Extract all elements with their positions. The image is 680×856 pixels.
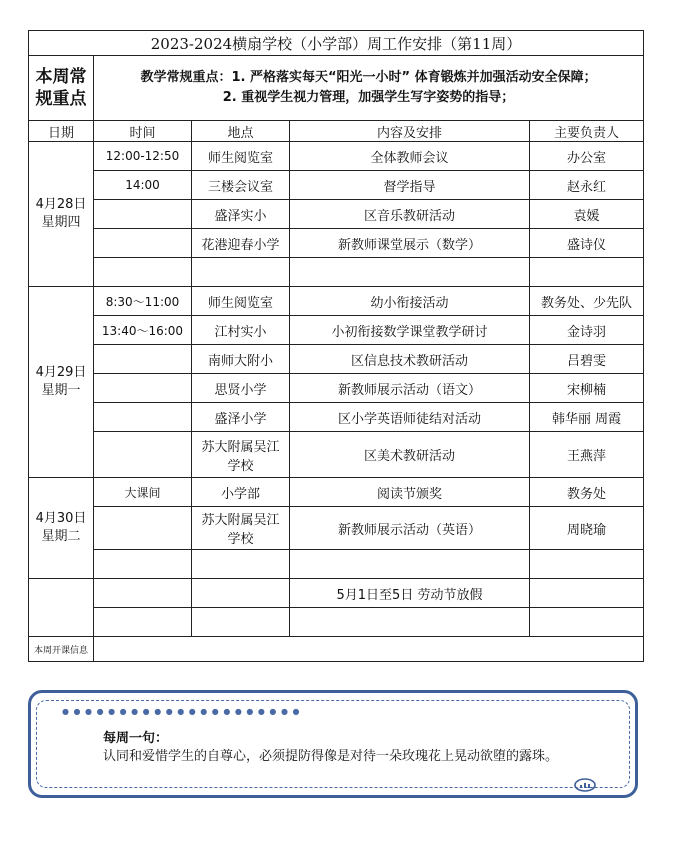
header-place: 地点 [192,121,290,142]
header-time: 时间 [94,121,192,142]
content-cell: 新教师课堂展示（数学） [290,229,530,258]
content-cell: 全体教师会议 [290,142,530,171]
content-cell: 小初衔接数学课堂教学研讨 [290,316,530,345]
focus-line-1: 教学常规重点：1. 严格落实每天“阳光一小时” 体育锻炼并加强活动安全保障； [140,70,597,85]
person-cell: 王燕萍 [530,432,644,478]
person-cell: 袁媛 [530,200,644,229]
day-weekday: 星期一 [41,383,81,398]
content-cell: 新教师展示活动（语文） [290,374,530,403]
place-cell: 盛泽小学 [192,403,290,432]
place-cell [192,507,290,550]
speech-bubble-icon [574,778,596,792]
time-cell [94,403,192,432]
table-row [29,345,644,374]
table-row [29,171,644,200]
focus-text [94,56,644,121]
table-row [29,507,644,550]
person-cell: 韩华丽 周霞 [530,403,644,432]
table-header [29,121,644,142]
time-cell [94,579,192,608]
content-cell [290,608,530,637]
person-cell [530,608,644,637]
place-cell [192,258,290,287]
content-cell: 区信息技术教研活动 [290,345,530,374]
person-cell [530,550,644,579]
place-cell: 思贤小学 [192,374,290,403]
day-weekday: 星期四 [41,215,81,230]
time-cell [94,345,192,374]
content-cell [290,550,530,579]
day-date-cell [29,142,94,287]
place-cell [192,550,290,579]
content-cell: 区音乐教研活动 [290,200,530,229]
person-cell: 周晓瑜 [530,507,644,550]
place-cell: 花港迎春小学 [192,229,290,258]
content-cell: 新教师展示活动（英语） [290,507,530,550]
decorative-dots: ● ● ● ● ● ● ● ● ● ● ● ● ● ● ● ● ● ● ● ● ● [62,707,301,716]
header-person: 主要负责人 [530,121,644,142]
empty-date-cell [29,579,94,637]
time-cell [94,258,192,287]
time-cell [94,374,192,403]
table-row [29,200,644,229]
time-cell [94,507,192,550]
place-cell: 小学部 [192,478,290,507]
place-cell: 江村实小 [192,316,290,345]
person-cell: 吕碧雯 [530,345,644,374]
place-cell: 盛泽实小 [192,200,290,229]
table-row [29,403,644,432]
place-cell: 三楼会议室 [192,171,290,200]
weekly-quote-title: 每周一句： [103,731,169,746]
person-cell: 金诗羽 [530,316,644,345]
person-cell [530,579,644,608]
place-cell: 南师大附小 [192,345,290,374]
day-date-cell [29,478,94,579]
content-cell: 区美术教研活动 [290,432,530,478]
time-cell: 大课间 [94,478,192,507]
table-row [29,258,644,287]
time-cell [94,608,192,637]
person-cell: 教务处、少先队 [530,287,644,316]
table-row [29,316,644,345]
footer-content [94,637,644,662]
header-date: 日期 [29,121,94,142]
place-line-1: 苏大附属吴江 [201,439,280,455]
focus-line-2: 2. 重视学生视力管理，加强学生写字姿势的指导； [222,90,515,105]
person-cell: 宋柳楠 [530,374,644,403]
time-cell: 13:40～16:00 [94,316,192,345]
table-row [29,229,644,258]
day-date: 4月30日 [35,511,87,526]
time-cell: 14:00 [94,171,192,200]
place-cell: 师生阅览室 [192,142,290,171]
time-cell: 8:30～11:00 [94,287,192,316]
content-cell: 区小学英语师徒结对活动 [290,403,530,432]
table-row [29,550,644,579]
table-row [29,579,644,608]
table-row [29,608,644,637]
place-cell [192,608,290,637]
time-cell [94,550,192,579]
content-cell: 阅读节颁奖 [290,478,530,507]
focus-label-line2: 规重点 [35,89,87,109]
page-title: 2023-2024横扇学校（小学部）周工作安排（第11周） [29,31,644,56]
focus-label-line1: 本周常 [35,67,87,87]
table-row [29,374,644,403]
person-cell: 盛诗仪 [530,229,644,258]
day-date-cell [29,287,94,478]
place-line-1: 苏大附属吴江 [201,513,280,528]
place-line-2: 学校 [227,532,254,547]
content-cell: 幼小衔接活动 [290,287,530,316]
content-cell: 督学指导 [290,171,530,200]
header-content: 内容及安排 [290,121,530,142]
place-cell [192,432,290,478]
time-cell [94,200,192,229]
table-row [29,142,644,171]
place-cell: 师生阅览室 [192,287,290,316]
time-cell [94,229,192,258]
schedule-table [28,30,644,662]
person-cell: 教务处 [530,478,644,507]
table-row [29,432,644,478]
time-cell [94,432,192,478]
content-cell [290,258,530,287]
table-row [29,287,644,316]
focus-label [29,56,94,121]
weekly-quote-text: 认同和爱惜学生的自尊心，必须提防得像是对待一朵玫瑰花上晃动欲堕的露珠。 [103,749,559,764]
day-date: 4月28日 [35,197,87,212]
day-date: 4月29日 [35,365,87,380]
table-row [29,478,644,507]
place-cell [192,579,290,608]
footer-label: 本周开课信息 [29,637,94,662]
day-weekday: 星期二 [41,529,81,544]
time-cell: 12:00-12:50 [94,142,192,171]
person-cell: 办公室 [530,142,644,171]
place-line-2: 学校 [227,458,254,474]
holiday-content: 5月1日至5日 劳动节放假 [290,579,530,608]
person-cell: 赵永红 [530,171,644,200]
person-cell [530,258,644,287]
